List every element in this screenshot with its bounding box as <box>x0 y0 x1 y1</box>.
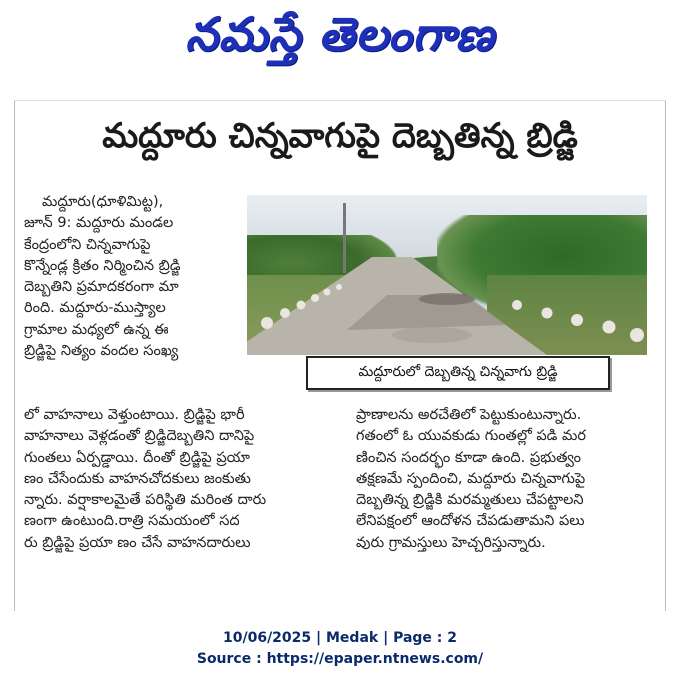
masthead <box>0 0 680 88</box>
body-line: దెబ్బతిన్న బ్రిడ్జికి మరమ్మతులు చేపట్టాలని <box>356 492 584 509</box>
photo-road <box>247 195 647 355</box>
body-line: తక్షణమే స్పందించి, మద్దూరు చిన్నవాగుపై <box>356 470 586 487</box>
body-line: లో వాహనాలు వెళ్తుంటాయి. బ్రిడ్జిపై భారీ <box>24 407 245 423</box>
footer-date-edition-page: 10/06/2025 | Medak | Page : 2 <box>222 630 458 646</box>
body-line: బ్రిడ్జిపై నిత్యం వందల సంఖ్య <box>24 343 179 360</box>
article-body-left-top <box>24 192 246 362</box>
body-line: ణంగా ఉంటుంది.రాత్రి సమయంలో సద <box>24 513 240 530</box>
body-line: ణించిన సందర్భం కూడా ఉంది. ప్రభుత్వం <box>356 449 581 466</box>
bridge-photo <box>247 195 647 355</box>
photo-caption: మద్దూరులో దెబ్బతిన్న చిన్నవాగు బ్రిడ్జి <box>306 356 610 390</box>
body-line: కొన్నేండ్ల క్రితం నిర్మించిన బ్రిడ్జి <box>24 257 181 274</box>
body-line: గుంతలు ఏర్పడ్డాయి. దీంతో బ్రిడ్జిపై ప్రయా <box>24 449 250 466</box>
footer-source-link[interactable]: Source : https://epaper.ntnews.com/ <box>196 651 484 667</box>
body-line: మద్దూరు(ధూళిమిట్ట), <box>42 194 164 210</box>
article-body-right-bottom <box>356 405 656 554</box>
body-line: గ్రామాల మధ్యలో ఉన్న ఈ <box>24 321 169 338</box>
article-headline: మద్దూరు చిన్నవాగుపై దెబ్బతిన్న బ్రిడ్జి <box>102 116 578 156</box>
body-line: గతంలో ఓ యువకుడు గుంతల్లో పడి మర <box>356 428 586 445</box>
body-line: దెబ్బతిని ప్రమాదకరంగా మా <box>24 279 179 296</box>
body-line: న్నారు. వర్షాకాలమైతే పరిస్థితి మరింత దారు <box>24 492 267 509</box>
body-line: కేంద్రంలోని చిన్నవాగుపై <box>24 236 151 253</box>
source-footer <box>0 628 680 670</box>
body-line: వాహనాలు వెళ్లడంతో బ్రిడ్జిదెబ్బతిని దానిపై <box>24 428 255 445</box>
article-body-left-bottom <box>24 405 344 554</box>
body-line: రింది. మద్దూరు-ముస్త్యాల <box>24 300 166 317</box>
body-line: లేనిపక్షంలో ఆందోళన చేపడుతామని పలు <box>356 513 585 530</box>
body-line: జూన్ 9: మద్దూరు మండల <box>24 215 174 232</box>
body-line: వురు గ్రామస్తులు హెచ్చరిస్తున్నారు. <box>356 534 546 551</box>
body-line: ణం చేసేందుకు వాహనచోదకులు జంకుతు <box>24 470 251 487</box>
body-line: ప్రాణాలను అరచేతిలో పెట్టుకుంటున్నారు. <box>356 407 582 423</box>
body-line: రు బ్రిడ్జిపై ప్రయా ణం చేసే వాహనదారులు <box>24 534 251 551</box>
newspaper-logo: నమస్తే తెలంగాణ <box>185 7 495 61</box>
